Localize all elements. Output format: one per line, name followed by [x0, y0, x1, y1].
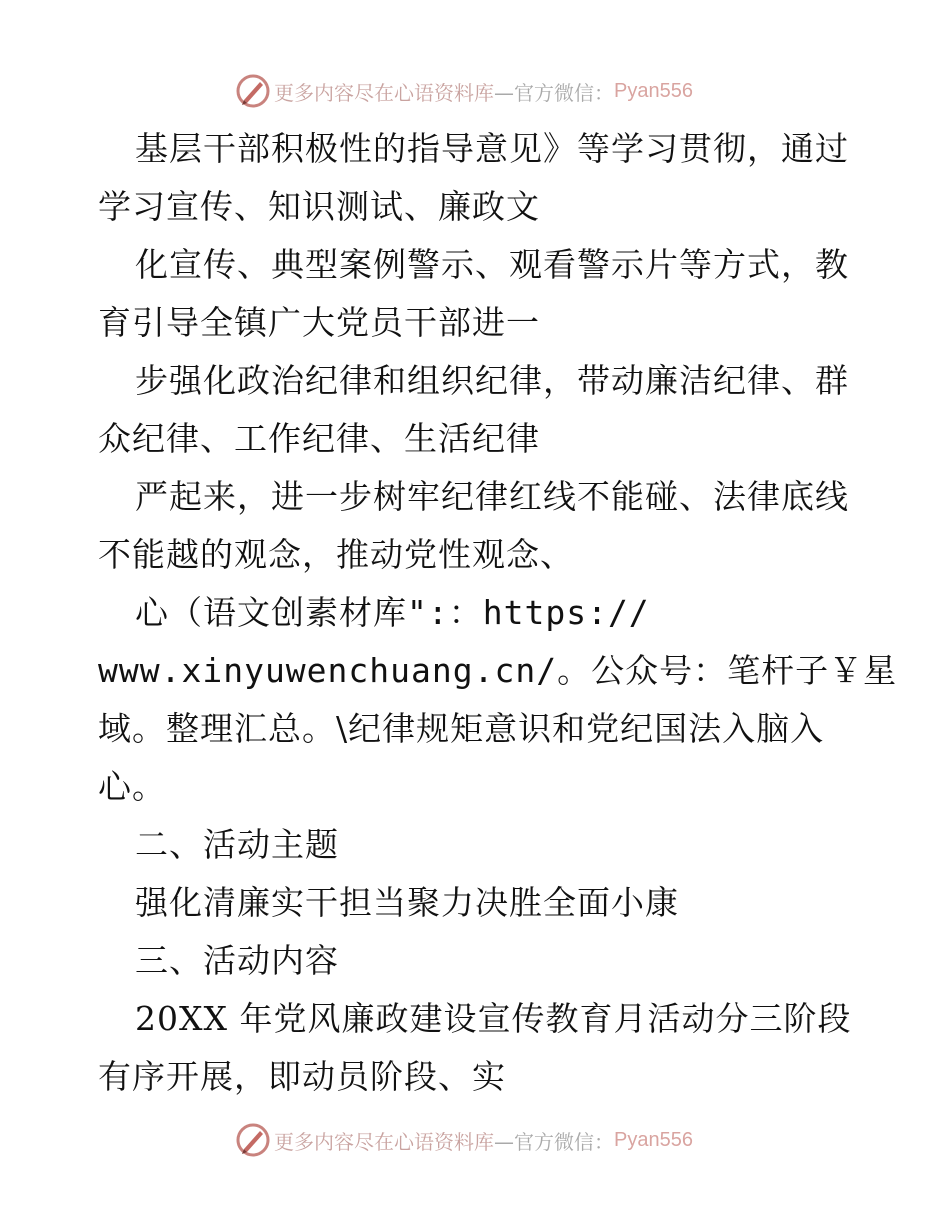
watermark-footer: [236, 1122, 693, 1158]
section-heading: 三、活动内容: [135, 941, 339, 980]
watermark-lead-text: 更多内容尽在心语资料库: [274, 80, 494, 105]
body-line: 强化清廉实干担当聚力决胜全面小康: [135, 883, 679, 922]
document-body: [98, 120, 898, 1106]
body-line: 域。整理汇总。\纪律规矩意识和党纪国法入脑入: [98, 709, 825, 748]
body-line: 学习宣传、知识测试、廉政文: [98, 187, 540, 226]
body-line: 严起来，进一步树牢纪律红线不能碰、法律底线: [135, 477, 849, 516]
body-line: 众纪律、工作纪律、生活纪律: [98, 419, 540, 458]
watermark-official-text: —官方微信：: [494, 80, 614, 105]
pen-logo-icon: [236, 1123, 270, 1157]
body-line: 心（语文创素材库":：https://: [135, 593, 650, 632]
watermark-lead-text: 更多内容尽在心语资料库: [274, 1129, 494, 1154]
body-line: 化宣传、典型案例警示、观看警示片等方式，教: [135, 245, 849, 284]
body-line: 基层干部积极性的指导意见》等学习贯彻，通过: [135, 129, 849, 168]
body-line: www.xinyuwenchuang.cn/。公众号：笔杆子￥星: [98, 651, 898, 690]
body-line: 步强化政治纪律和组织纪律，带动廉洁纪律、群: [135, 361, 849, 400]
body-line: 心。: [98, 767, 166, 806]
body-line: 不能越的观念，推动党性观念、: [98, 535, 574, 574]
watermark-wechat-id: Pyan556: [614, 79, 693, 102]
watermark-official-text: —官方微信：: [494, 1129, 614, 1154]
watermark-header: [236, 73, 693, 109]
body-line: 20XX 年党风廉政建设宣传教育月活动分三阶段: [135, 999, 852, 1038]
body-line: 育引导全镇广大党员干部进一: [98, 303, 540, 342]
watermark-wechat-id: Pyan556: [614, 1128, 693, 1151]
body-line: 有序开展，即动员阶段、实: [98, 1057, 506, 1096]
section-heading: 二、活动主题: [135, 825, 339, 864]
pen-logo-icon: [236, 74, 270, 108]
